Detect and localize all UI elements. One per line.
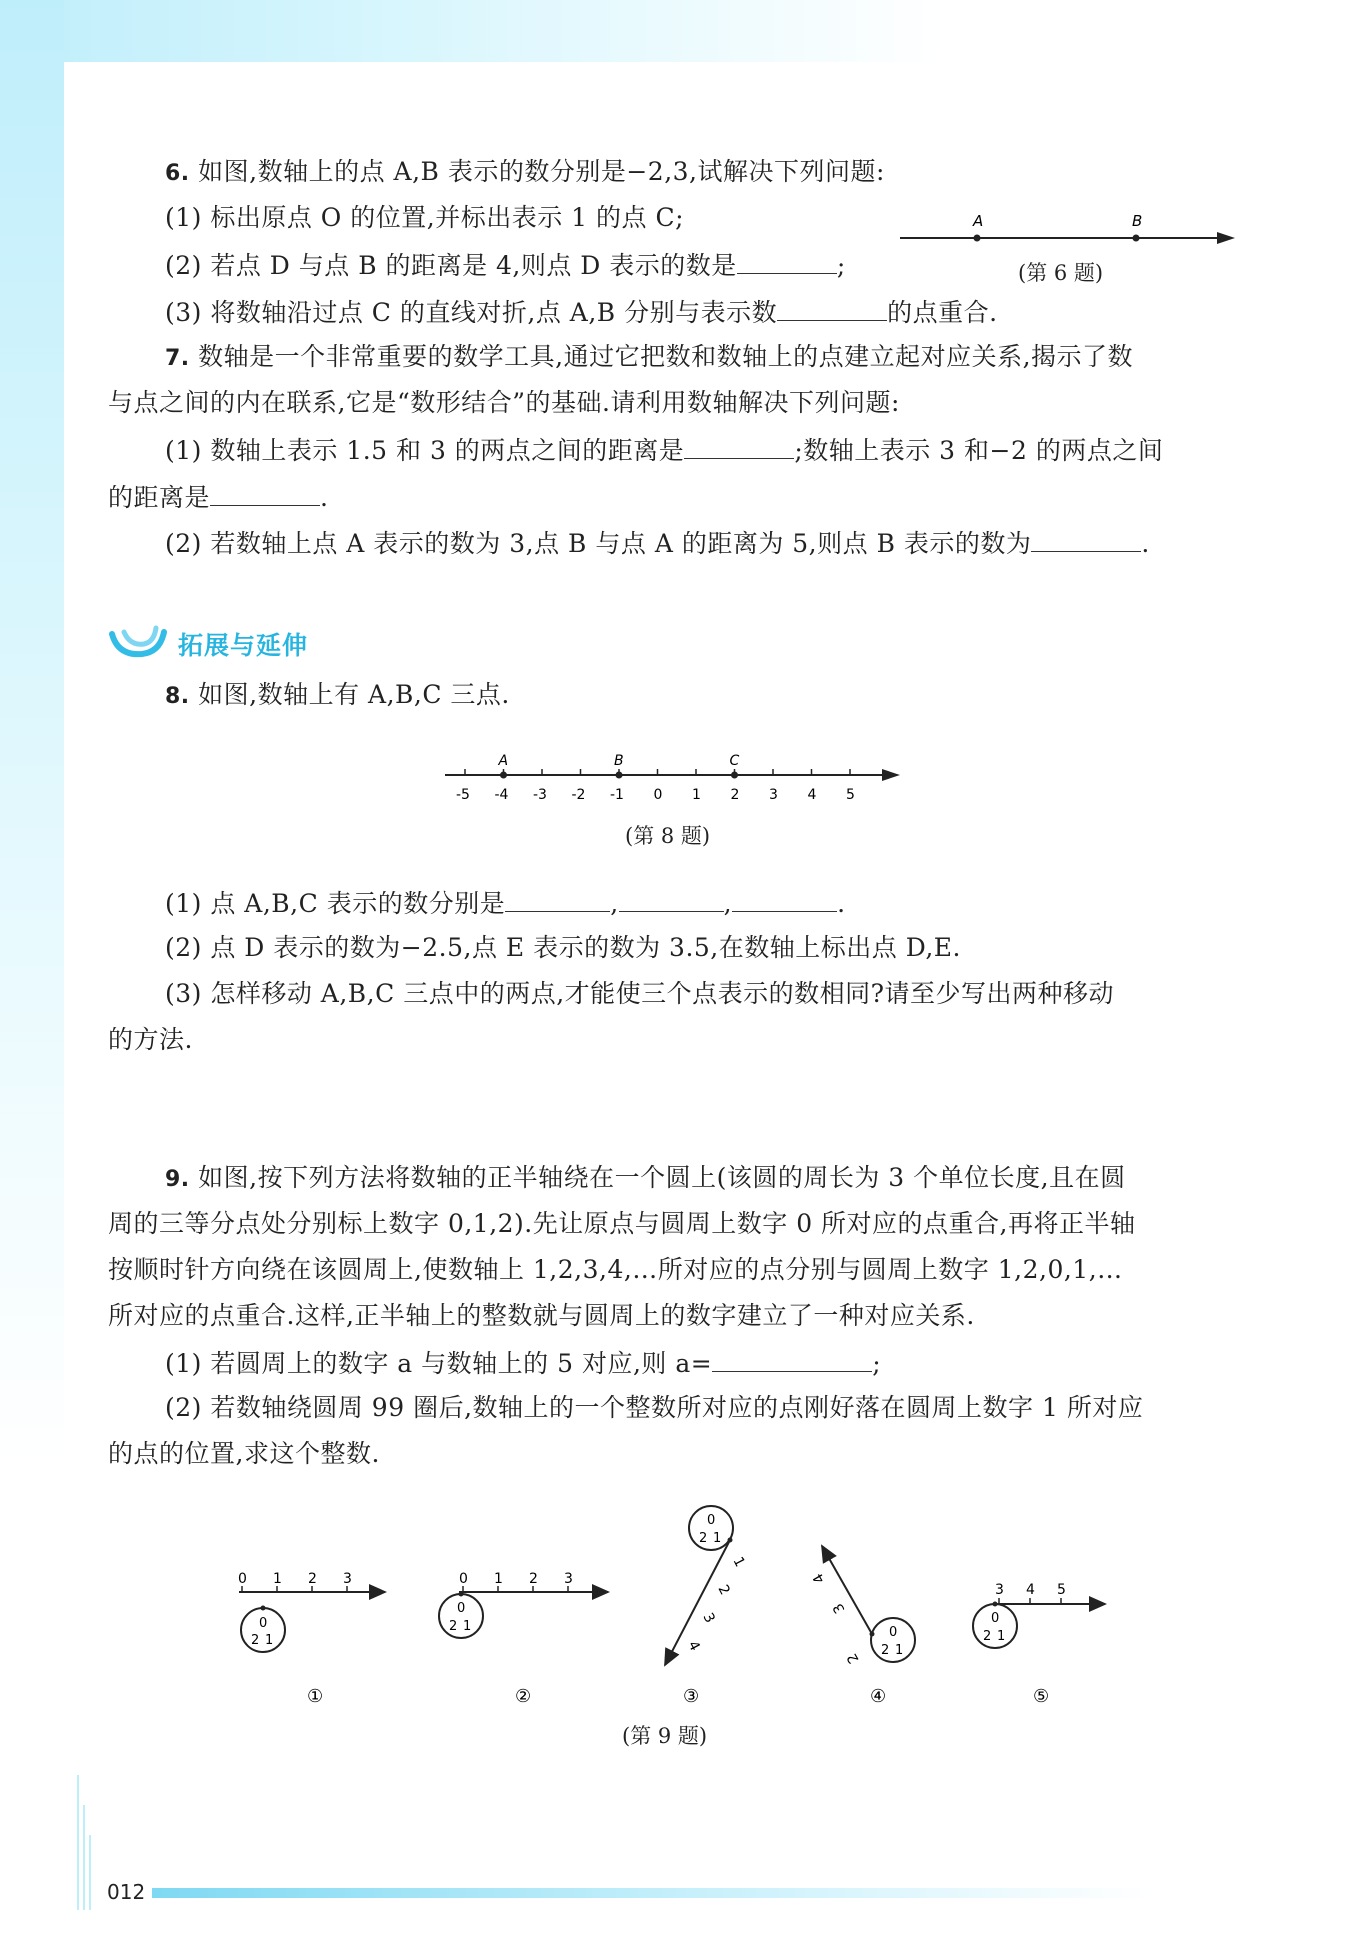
q6-point-b (1133, 235, 1140, 242)
c1-label-2: 2 (251, 1633, 260, 1648)
q8-comma-2: , (723, 889, 733, 918)
q8-point-label-c: C (729, 753, 740, 769)
q8-answer-blank-b[interactable] (619, 885, 724, 912)
fig1-tick-3: 3 (343, 1571, 352, 1587)
q8-part3-cont: 的方法. (108, 1025, 193, 1054)
q8-tick-label: 4 (807, 787, 817, 803)
q9-fig1-ticks (238, 1571, 352, 1592)
q8-point-label-b: B (614, 753, 624, 769)
q9-part1-text: (1) 若圆周上的数字 a 与数轴上的 5 对应,则 a= (165, 1349, 713, 1378)
page-top-border (0, 0, 1350, 62)
q7-part2 (165, 525, 1150, 561)
q8-tick-label: 3 (769, 787, 778, 803)
q9-panel-4 (810, 1546, 915, 1707)
q9-line3: 按顺时针方向绕在该圆周上,使数轴上 1,2,3,4,…所对应的点分别与圆周上数字 1,2,0,1,… (108, 1255, 1123, 1284)
q7-part1-cont (108, 479, 328, 515)
q7-part2-end: . (1141, 529, 1150, 558)
q9-caption: (第 9 题) (622, 1724, 708, 1748)
fig2-tick-3: 3 (564, 1571, 573, 1587)
q6-part2-text: (2) 若点 D 与点 B 的距离是 4,则点 D 表示的数是 (165, 251, 737, 280)
q6-answer-blank-1[interactable] (737, 247, 837, 274)
q7-part1-text: (1) 数轴上表示 1.5 和 3 的两点之间的距离是 (165, 436, 685, 465)
panel-label-3: ③ (683, 1686, 700, 1707)
q9-figure (225, 1500, 1125, 1715)
q6-caption: (第 6 题) (1018, 261, 1104, 285)
q8-stem (165, 678, 510, 714)
q9-panel-1 (238, 1571, 385, 1707)
page-left-border (0, 0, 64, 1951)
q7-answer-blank-3[interactable] (1031, 525, 1141, 552)
q8-point-a (500, 772, 507, 779)
q6-number-line-figure (895, 208, 1240, 248)
page-number: 012 (107, 1880, 146, 1904)
q9-line2: 周的三等分点处分别标上数字 0,1,2).先让原点与圆周上数字 0 所对应的点重合,再将正半轴 (108, 1209, 1136, 1238)
q6-axis-arrow (1217, 232, 1235, 244)
q9-panel-5 (973, 1582, 1105, 1707)
fig4-tick-4: 4 (810, 1570, 829, 1586)
q8-tick-label: -1 (610, 787, 624, 803)
q8-axis-arrow (882, 769, 900, 781)
section-header (108, 622, 338, 664)
fig3-tick-3: 3 (699, 1610, 718, 1626)
c2-label-1: 1 (463, 1619, 472, 1634)
q8-point-b (616, 772, 623, 779)
panel-label-4: ④ (870, 1686, 887, 1707)
q9-part1-end: ; (872, 1349, 882, 1378)
c5-label-1: 1 (997, 1629, 1006, 1644)
c3-label-1: 1 (713, 1531, 722, 1546)
q8-part1-end: . (837, 889, 846, 918)
q9-line1 (165, 1161, 1126, 1197)
fig5-tick-3: 3 (995, 1582, 1004, 1598)
footer-bar (152, 1888, 1152, 1898)
panel-label-1: ① (307, 1686, 324, 1707)
panel-label-2: ② (515, 1686, 532, 1707)
q8-answer-blank-a[interactable] (505, 885, 610, 912)
q7-part1 (165, 432, 1163, 468)
c5-label-2: 2 (983, 1629, 992, 1644)
c4-label-0: 0 (889, 1625, 898, 1640)
q6-part3 (165, 294, 998, 330)
q9-answer-blank[interactable] (712, 1345, 872, 1372)
q8-stem-text: 如图,数轴上有 A,B,C 三点. (198, 680, 510, 709)
q8-point-c (731, 772, 738, 779)
q8-number: 8. (165, 684, 190, 709)
q8-tick-label: -5 (456, 787, 470, 803)
q8-part2: (2) 点 D 表示的数为−2.5,点 E 表示的数为 3.5,在数轴上标出点 D,E. (165, 933, 961, 962)
c4-label-1: 1 (895, 1643, 904, 1658)
q6-stem (165, 155, 885, 191)
section-title: 拓展与延伸 (178, 631, 309, 660)
q8-part1 (165, 885, 846, 921)
q7-answer-blank-2[interactable] (210, 479, 320, 506)
fig2-tick-1: 1 (494, 1571, 503, 1587)
q8-part3: (3) 怎样移动 A,B,C 三点中的两点,才能使三个点表示的数相同?请至少写出两种移动 (165, 979, 1115, 1008)
footer-vertical-lines (76, 1775, 96, 1910)
q9-panel-3 (665, 1506, 748, 1707)
q7-answer-blank-1[interactable] (684, 432, 794, 459)
q6-answer-blank-2[interactable] (777, 294, 887, 321)
q6-label-b: B (1132, 212, 1143, 230)
q9-part2-cont: 的点的位置,求这个整数. (108, 1439, 380, 1468)
q7-line1 (165, 340, 1133, 376)
fig1-tick-1: 1 (273, 1571, 282, 1587)
q6-label-a: A (973, 212, 984, 230)
q9-part1 (165, 1345, 881, 1381)
q8-comma-1: , (610, 889, 619, 918)
q9-panel-2 (439, 1571, 608, 1707)
fig5-tick-5: 5 (1057, 1582, 1066, 1598)
q6-part2-end: ; (836, 251, 846, 280)
fig4-tick-2: 2 (844, 1650, 863, 1666)
c5-label-0: 0 (991, 1611, 1000, 1626)
q9-line1-text: 如图,按下列方法将数轴的正半轴绕在一个圆上(该圆的周长为 3 个单位长度,且在圆 (198, 1163, 1126, 1192)
q6-part3-end: 的点重合. (887, 298, 998, 327)
fig2-tick-0: 0 (459, 1571, 468, 1587)
q8-tick-label: -3 (533, 787, 547, 803)
fig4-tick-3: 3 (830, 1600, 849, 1616)
q7-part1-end: . (320, 483, 329, 512)
q8-tick-label: 1 (692, 787, 701, 803)
fig1-tick-2: 2 (308, 1571, 317, 1587)
fig3-tick-1: 1 (729, 1554, 748, 1570)
q7-line2: 与点之间的内在联系,它是“数形结合”的基础.请利用数轴解决下列问题: (108, 388, 900, 417)
c3-label-0: 0 (707, 1513, 716, 1528)
panel-label-5: ⑤ (1033, 1686, 1050, 1707)
fig3-tick-4: 4 (684, 1638, 703, 1654)
fig5-tick-4: 4 (1026, 1582, 1035, 1598)
q9-number: 9. (165, 1167, 190, 1192)
q6-stem-text: 如图,数轴上的点 A,B 表示的数分别是−2,3,试解决下列问题: (198, 157, 885, 186)
c2-label-0: 0 (457, 1601, 466, 1616)
c1-label-1: 1 (265, 1633, 274, 1648)
c3-label-2: 2 (699, 1531, 708, 1546)
q9-line4: 所对应的点重合.这样,正半轴上的整数就与圆周上的数字建立了一种对应关系. (108, 1301, 975, 1330)
q8-tick-label: 2 (730, 787, 740, 803)
fig3-tick-2: 2 (714, 1582, 733, 1598)
q9-part2: (2) 若数轴绕圆周 99 圈后,数轴上的一个整数所对应的点刚好落在圆周上数字 1 所对应 (165, 1393, 1144, 1422)
q7-part1-text-b: ;数轴上表示 3 和−2 的两点之间 (794, 436, 1164, 465)
q8-tick-label: 0 (653, 787, 663, 803)
q8-tick-label: -2 (571, 787, 586, 803)
q6-part3-text: (3) 将数轴沿过点 C 的直线对折,点 A,B 分别与表示数 (165, 298, 778, 327)
q8-point-label-a: A (498, 753, 509, 769)
q6-point-a (974, 235, 981, 242)
c2-label-2: 2 (449, 1619, 458, 1634)
q8-answer-blank-c[interactable] (732, 885, 837, 912)
q8-number-line-figure (440, 745, 910, 810)
q7-part2-text: (2) 若数轴上点 A 表示的数为 3,点 B 与点 A 的距离为 5,则点 B 表示的数为 (165, 529, 1032, 558)
fig2-tick-2: 2 (529, 1571, 538, 1587)
q7-number: 7. (165, 346, 190, 371)
c1-label-0: 0 (259, 1616, 268, 1631)
fig1-tick-0: 0 (238, 1571, 247, 1587)
q7-line1-text: 数轴是一个非常重要的数学工具,通过它把数和数轴上的点建立起对应关系,揭示了数 (198, 342, 1134, 371)
q6-part1: (1) 标出原点 O 的位置,并标出表示 1 的点 C; (165, 203, 684, 232)
q8-tick-label: -4 (494, 787, 509, 803)
q8-caption: (第 8 题) (625, 824, 711, 848)
wave-logo-icon (108, 622, 170, 662)
q8-tick-label: 5 (846, 787, 855, 803)
q7-part1-text-c: 的距离是 (108, 483, 211, 512)
q6-number: 6. (165, 161, 190, 186)
q8-part1-text: (1) 点 A,B,C 表示的数分别是 (165, 889, 506, 918)
q6-part2 (165, 247, 846, 283)
c4-label-2: 2 (881, 1643, 890, 1658)
